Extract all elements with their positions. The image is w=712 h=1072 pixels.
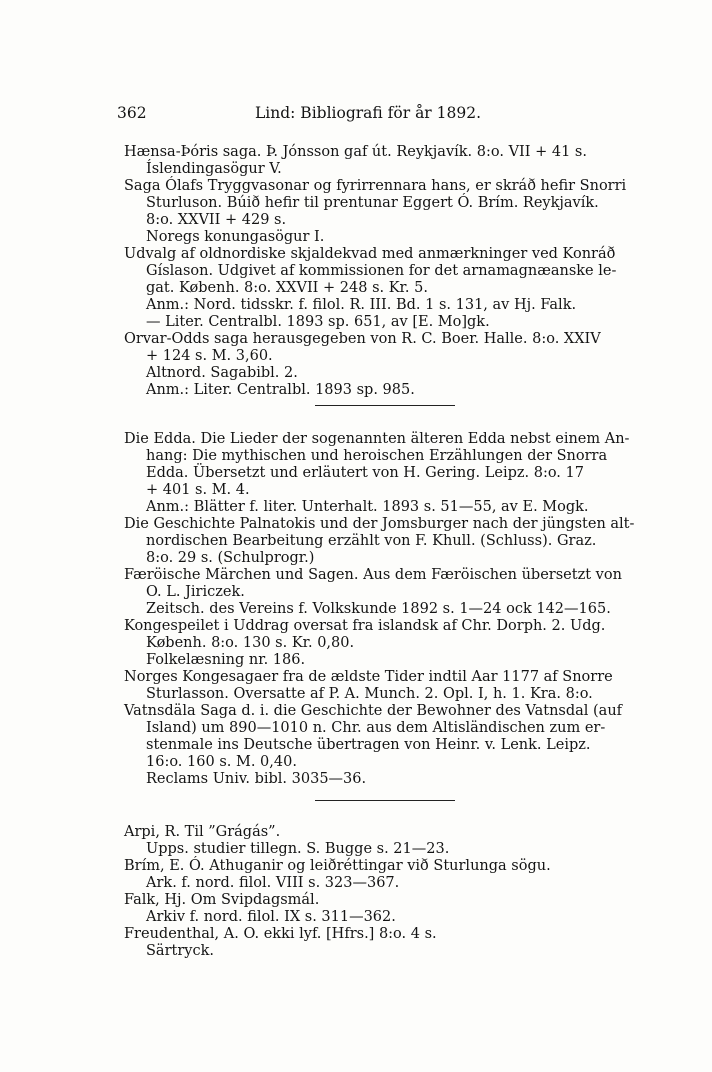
series-note: Folkelæsning nr. 186. (146, 652, 306, 668)
source-note: Ark. f. nord. filol. VIII s. 323—367. (146, 875, 400, 891)
bib-entry-freudenthal: Freudenthal, A. O. ekki lyf. [Hfrs.] 8:o. 4 s. (124, 926, 437, 942)
source-note: Arkiv f. nord. filol. IX s. 311—362. (146, 909, 396, 925)
bib-entry-norges-kongesagaer: Norges Kongesagaer fra de ældste Tider indtil Aar 1177 af Snorre Sturlasson. Oversatte af P. A. Munch. 2. Opl. I, h. 1. Kra. 8:o. (124, 669, 613, 702)
review-note: Anm.: Liter. Centralbl. 1893 sp. 985. (146, 382, 415, 398)
bib-entry-kongespeilet: Kongespeilet i Uddrag oversat fra islandsk af Chr. Dorph. 2. Udg. Københ. 8:o. 130 s. Kr. 0,80. (124, 618, 606, 651)
section-divider (315, 405, 455, 406)
bib-entry-arpi: Arpi, R. Til ”Grágás”. (124, 824, 281, 840)
bib-entry-saga-olafs: Saga Ólafs Tryggvasonar og fyrirrennara hans, er skráð hefir Snorri Sturluson. Búið hefir til prentunar Eggert Ó. Brím. Reykjavík. 8:o. XXVII + 429 s. (124, 178, 627, 228)
bib-entry-faeroische: Færöische Märchen und Sagen. Aus dem Færöischen übersetzt von O. L. Jiriczek. (124, 567, 622, 600)
bib-entry-orvar-odds: Orvar-Odds saga herausgegeben von R. C. Boer. Halle. 8:o. XXIV + 124 s. M. 3,60. (124, 331, 601, 364)
bib-entry-edda: Die Edda. Die Lieder der sogenannten älteren Edda nebst einem An- hang: Die mythischen und heroischen Erzählungen der Snorra Edda. Übersetzt und erläutert von H. Gering. Leipz. 8:o. 17 + 401 s. M. 4. (124, 431, 630, 498)
bib-entry-haensa-thoris: Hænsa-Þóris saga. Þ. Jónsson gaf út. Reykjavík. 8:o. VII + 41 s. (124, 144, 587, 160)
page-number: 362 (117, 104, 147, 122)
bib-entry-brim: Brím, E. Ó. Athuganir og leiðréttingar við Sturlunga sögu. (124, 858, 551, 874)
review-note: Zeitsch. des Vereins f. Volkskunde 1892 s. 1—24 ock 142—165. (146, 601, 611, 617)
bib-entry-vatnsdaela: Vatnsdäla Saga d. i. die Geschichte der Bewohner des Vatnsdal (auf Island) um 890—1010 n. Chr. aus dem Altisländischen zum er- stenmale ins Deutsche übertragen von Heinr. v. Lenk. Leipz. 16:o. 160 s. M. 0,40. (124, 703, 623, 770)
series-note: Íslendingasögur V. (146, 161, 282, 177)
bib-entry-udvalg: Udvalg af oldnordiske skjaldekvad med anmærkninger ved Konráð Gíslason. Udgivet af kommissionen for det arnamagnæanske le- gat. Københ. 8:o. XXVII + 248 s. Kr. 5. (124, 246, 617, 296)
source-note: Upps. studier tillegn. S. Bugge s. 21—23. (146, 841, 450, 857)
review-note: Anm.: Blätter f. liter. Unterhalt. 1893 s. 51—55, av E. Mogk. (146, 499, 589, 515)
section-divider (315, 800, 455, 801)
running-header (117, 104, 629, 126)
bib-entry-palnatokis: Die Geschichte Palnatokis und der Jomsburger nach der jüngsten alt- nordischen Bearbeitung erzählt von F. Khull. (Schluss). Graz. 8:o. 29 s. (Schulprogr.) (124, 516, 635, 566)
series-note: Reclams Univ. bibl. 3035—36. (146, 771, 367, 787)
review-note: Anm.: Nord. tidsskr. f. filol. R. III. Bd. 1 s. 131, av Hj. Falk. (146, 297, 577, 313)
bib-entry-falk: Falk, Hj. Om Svipdagsmál. (124, 892, 320, 908)
series-note: Altnord. Sagabibl. 2. (146, 365, 298, 381)
source-note: Särtryck. (146, 943, 214, 959)
review-note: — Liter. Centralbl. 1893 sp. 651, av [E. Mo]gk. (146, 314, 490, 330)
series-note: Noregs konungasögur I. (146, 229, 325, 245)
header-title: Lind: Bibliografi för år 1892. (255, 104, 482, 122)
